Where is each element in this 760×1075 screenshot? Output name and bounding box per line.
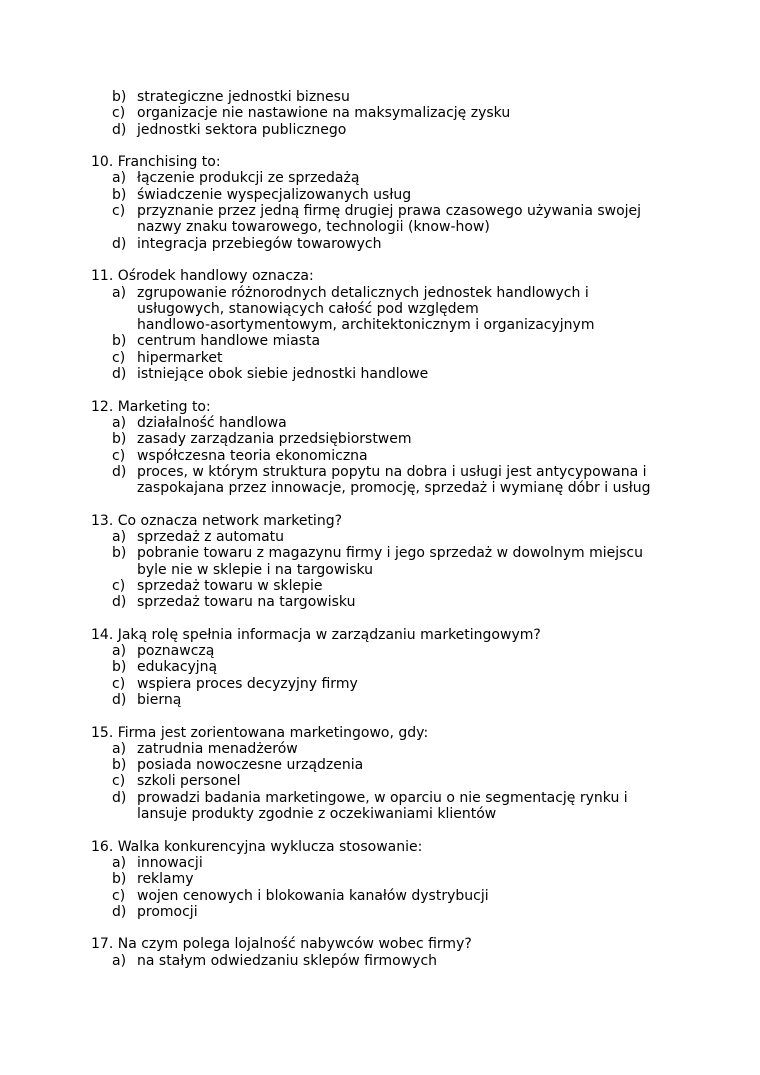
answer-option [0,203,760,219]
option-letter: c) [112,349,126,366]
question-block [0,725,760,823]
option-text: prowadzi badania marketingowe, w oparciu o nie segmentację rynku i [137,789,628,806]
option-text: sprzedaż towaru na targowisku [137,594,356,611]
answer-option [0,122,760,138]
option-letter: a) [112,170,127,187]
answer-option [0,187,760,203]
answer-option [0,871,760,887]
option-text-continuation: nazwy znaku towarowego, technologii (know-how) [137,219,490,236]
answer-option [0,904,760,920]
option-letter: c) [112,675,126,692]
option-text: promocji [137,903,198,920]
question-text: 10. Franchising to: [91,154,221,171]
answer-option [0,529,760,545]
option-text: wspiera proces decyzyjny firmy [137,675,358,692]
answer-option [0,350,760,366]
option-text: edukacyjną [137,659,218,676]
question-spacer [0,252,760,268]
answer-option [0,790,760,806]
option-text: poznawczą [137,643,215,660]
answer-option [0,236,760,252]
option-text: posiada nowoczesne urządzenia [137,757,364,774]
question-block [0,154,760,252]
question-spacer [0,920,760,936]
option-text: pobranie towaru z magazynu firmy i jego sprzedaż w dowolnym miejscu [137,545,643,562]
option-letter: b) [112,757,127,774]
option-letter: a) [112,414,127,431]
answer-option [0,757,760,773]
answer-option [0,659,760,675]
question-spacer [0,382,760,398]
question-spacer [0,708,760,724]
option-text: sprzedaż z automatu [137,529,285,546]
answer-option [0,170,760,186]
option-letter: d) [112,594,127,611]
option-letter: c) [112,203,126,220]
option-letter: a) [112,529,127,546]
option-letter: b) [112,545,127,562]
option-text: istniejące obok siebie jednostki handlowe [137,366,429,383]
option-text: innowacji [137,854,203,871]
answer-option [0,692,760,708]
option-text: bierną [137,691,182,708]
option-letter: d) [112,121,127,138]
option-text: działalność handlowa [137,414,287,431]
answer-option [0,89,760,105]
option-text: na stałym odwiedzaniu sklepów firmowych [137,952,438,969]
option-letter: d) [112,789,127,806]
option-letter: a) [112,952,127,969]
answer-option [0,415,760,431]
option-letter: a) [112,854,127,871]
option-letter: c) [112,105,126,122]
answer-option [0,953,760,969]
option-text: proces, w którym struktura popytu na dobra i usługi jest antycypowana i [137,463,647,480]
answer-option [0,578,760,594]
option-text: przyznanie przez jedną firmę drugiej prawa czasowego używania swojej [137,203,642,220]
option-letter: c) [112,773,126,790]
option-text: szkoli personel [137,773,241,790]
option-letter: b) [112,431,127,448]
answer-option [0,545,760,561]
answer-option [0,285,760,301]
question-text: 14. Jaką rolę spełnia informacja w zarządzaniu marketingowym? [91,626,541,643]
option-text-continuation: handlowo-asortymentowym, architektonicznym i organizacyjnym [137,317,595,334]
question-block [0,627,760,708]
question-spacer [0,822,760,838]
answer-option [0,741,760,757]
option-letter: b) [112,186,127,203]
question-text: 16. Walka konkurencyjna wyklucza stosowanie: [91,838,423,855]
option-letter: a) [112,643,127,660]
option-letter: b) [112,871,127,888]
option-text: reklamy [137,871,194,888]
option-text: świadczenie wyspecjalizowanych usług [137,186,412,203]
option-text: wojen cenowych i blokowania kanałów dystrybucji [137,887,489,904]
answer-option [0,888,760,904]
answer-option [0,448,760,464]
option-letter: c) [112,577,126,594]
answer-option [0,855,760,871]
option-letter: d) [112,235,127,252]
option-text-continuation: zaspokajana przez innowacje, promocję, sprzedaż i wymianę dóbr i usług [137,480,651,497]
question-spacer [0,138,760,154]
option-text-continuation: byle nie w sklepie i na targowisku [137,561,374,578]
question-text: 17. Na czym polega lojalność nabywców wobec firmy? [91,936,472,953]
option-letter: b) [112,333,127,350]
answer-option [0,773,760,789]
answer-option [0,105,760,121]
option-text: współczesna teoria ekonomiczna [137,447,368,464]
question-text: 11. Ośrodek handlowy oznacza: [91,268,314,285]
option-text: strategiczne jednostki biznesu [137,89,350,105]
option-letter: a) [112,284,127,301]
option-letter: c) [112,447,126,464]
answer-option [0,431,760,447]
option-text: łączenie produkcji ze sprzedażą [137,170,360,187]
question-spacer [0,611,760,627]
option-text: zatrudnia menadżerów [137,740,298,757]
question-block [0,513,760,611]
question-spacer [0,496,760,512]
option-text: sprzedaż towaru w sklepie [137,577,323,594]
option-text-continuation: lansuje produkty zgodnie z oczekiwaniami klientów [137,806,497,823]
question-text: 12. Marketing to: [91,398,211,415]
option-text: centrum handlowe miasta [137,333,321,350]
answer-option [0,366,760,382]
question-block [0,268,760,382]
option-text-continuation: usługowych, stanowiących całość pod względem [137,300,479,317]
option-text: integracja przebiegów towarowych [137,235,382,252]
option-text: jednostki sektora publicznego [137,121,347,138]
option-text: zgrupowanie różnorodnych detalicznych jednostek handlowych i [137,284,589,301]
option-text: hipermarket [137,349,223,366]
answer-option [0,464,760,480]
option-letter: d) [112,691,127,708]
option-letter: b) [112,89,127,105]
question-block [0,399,760,497]
option-letter: b) [112,659,127,676]
question-block [0,839,760,920]
question-block [0,89,760,138]
answer-option [0,676,760,692]
option-text: zasady zarządzania przedsiębiorstwem [137,431,412,448]
document-page [0,89,760,969]
answer-option [0,594,760,610]
option-letter: a) [112,740,127,757]
option-text: organizacje nie nastawione na maksymalizację zysku [137,105,511,122]
answer-option [0,643,760,659]
question-text: 15. Firma jest zorientowana marketingowo, gdy: [91,724,429,741]
option-letter: c) [112,887,126,904]
question-text: 13. Co oznacza network marketing? [91,512,343,529]
question-block [0,936,760,969]
option-letter: d) [112,463,127,480]
option-letter: d) [112,366,127,383]
option-letter: d) [112,903,127,920]
answer-option [0,333,760,349]
